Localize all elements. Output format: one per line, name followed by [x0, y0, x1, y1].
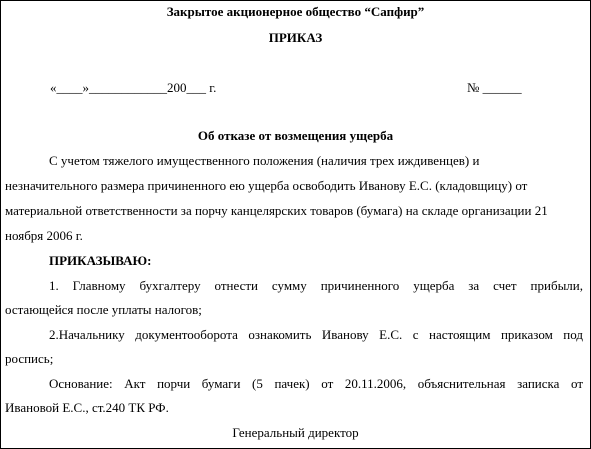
signature-title: Генеральный директор — [232, 425, 359, 440]
basis-line-2: Ивановой Е.С., ст.240 ТК РФ. — [5, 400, 169, 415]
item-1-line-1: 1. Главному бухгалтеру отнести сумму причиненного ущерба за счет прибыли, — [49, 278, 583, 293]
item-2-line-2: роспись; — [5, 351, 54, 366]
organization-name: Закрытое акционерное общество “Сапфир” — [166, 4, 425, 19]
item-2-line-1: 2.Начальнику документооборота ознакомить Иванову Е.С. с настоящим приказом под — [49, 327, 583, 342]
order-number: № ______ — [467, 80, 522, 95]
intro-line-1: С учетом тяжелого имущественного положения (наличия трех иждивенцев) и — [49, 153, 480, 168]
intro-line-3: материальной ответственности за порчу канцелярских товаров (бумага) на складе организации 21 — [5, 203, 548, 218]
intro-line-2: незначительного размера причиненного ею ущерба освободить Иванову Е.С. (кладовщицу) от — [5, 178, 528, 193]
intro-line-4: ноября 2006 г. — [5, 228, 83, 243]
basis-line-1: Основание: Акт порчи бумаги (5 пачек) от 20.11.2006, объяснительная записка от — [49, 376, 583, 391]
document-type: ПРИКАЗ — [268, 30, 323, 45]
date-line: «____»____________200___ г. — [50, 80, 217, 95]
order-word: ПРИКАЗЫВАЮ: — [49, 253, 152, 268]
order-title: Об отказе от возмещения ущерба — [197, 128, 394, 143]
item-1-line-2: остающейся после уплаты налогов; — [5, 302, 202, 317]
